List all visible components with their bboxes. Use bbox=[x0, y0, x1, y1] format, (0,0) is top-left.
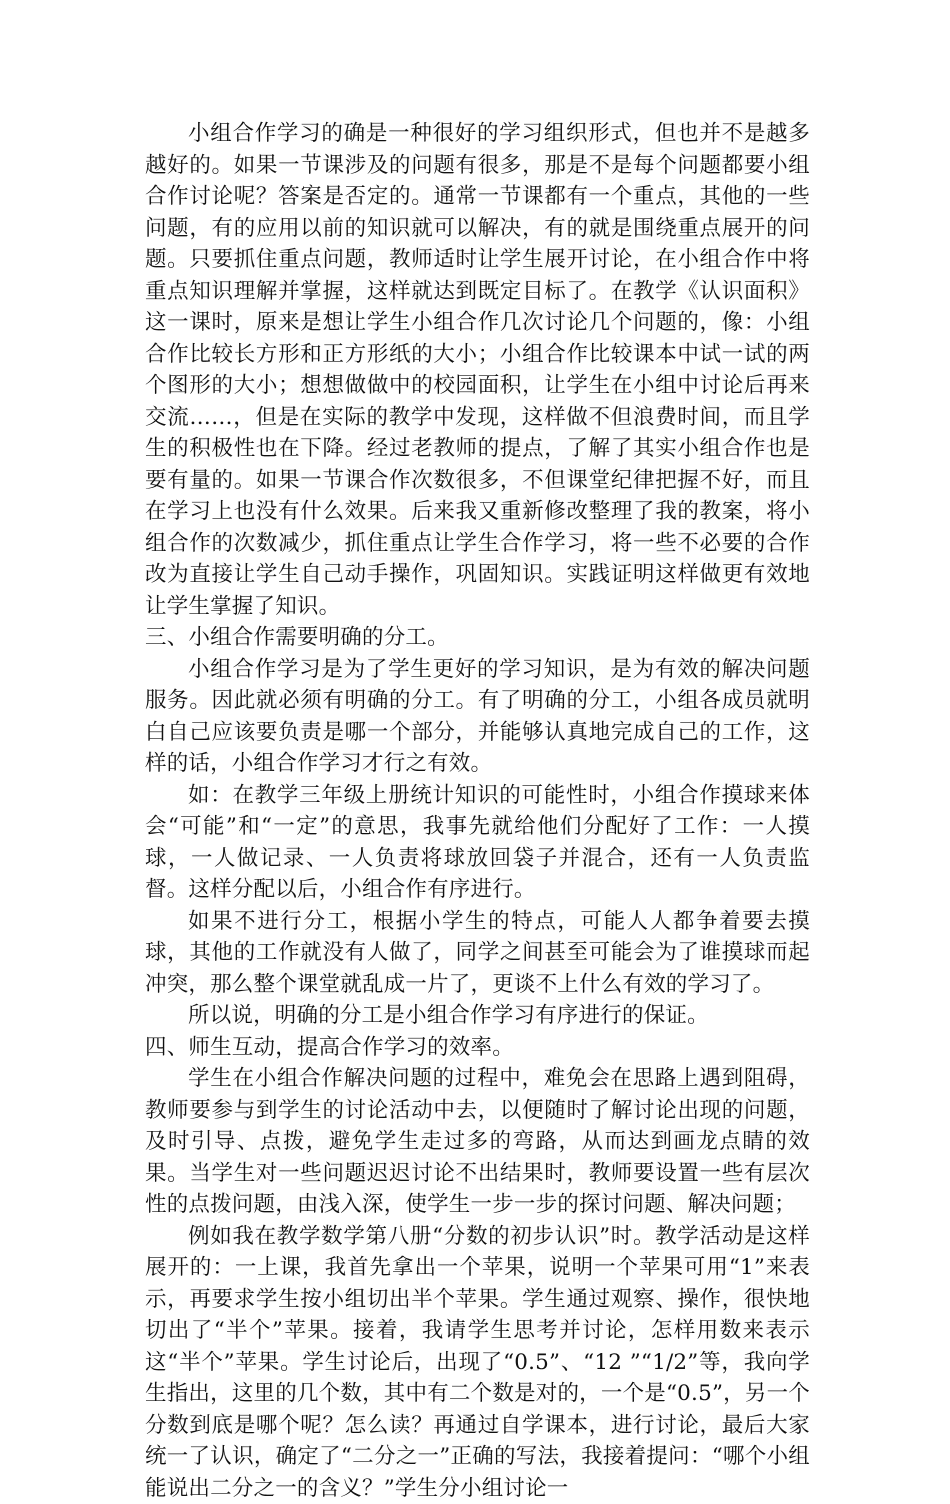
paragraph-group-work-quantity: 小组合作学习的确是一种很好的学习组织形式，但也并不是越多越好的。如果一节课涉及的问题有很多，那是不是每个问题都要小组合作讨论呢？答案是否定的。通常一节课都有一个重点，其他的一些问题，有的应用以前的知识就可以解决，有的就是围绕重点展开的问题。只要抓住重点问题，教师适时让学生展开讨论，在小组合作中将重点知识理解并掌握，这样就达到既定目标了。在教学《认识面积》这一课时，原来是想让学生小组合作几次讨论几个问题的，像：小组合作比较长方形和正方形纸的大小；小组合作比较课本中试一试的两个图形的大小；想想做做中的校园面积，让学生在小组中讨论后再来交流……，但是在实际的教学中发现，这样做不但浪费时间，而且学生的积极性也在下降。经过老教师的提点，了解了其实小组合作也是要有量的。如果一节课合作次数很多，不但课堂纪律把握不好，而且在学习上也没有什么效果。后来我又重新修改整理了我的教案，将小组合作的次数减少，抓住重点让学生合作学习，将一些不必要的合作改为直接让学生自己动手操作，巩固知识。实践证明这样做更有效地让学生掌握了知识。 bbox=[145, 118, 810, 622]
paragraph-fraction-example: 例如我在教学数学第八册“分数的初步认识”时。教学活动是这样展开的：一上课，我首先拿出一个苹果，说明一个苹果可用“1”来表示，再要求学生按小组切出半个苹果。学生通过观察、操作，很快地切出了“半个”苹果。接着，我请学生思考并讨论，怎样用数来表示这“半个”苹果。学生讨论后，出现了“0.5”、“12 ”“1/2”等，我向学生指出，这里的几个数，其中有二个数是对的，一个是“0.5”，另一个分数到底是哪个呢？怎么读？再通过自学课本，进行讨论，最后大家统一了认识，确定了“二分之一”正确的写法，我接着提问：“哪个小组能说出二分之一的含义？”学生分小组讨论一 bbox=[145, 1221, 810, 1504]
section-heading-3: 三、小组合作需要明确的分工。 bbox=[145, 622, 810, 654]
paragraph-teacher-student: 学生在小组合作解决问题的过程中，难免会在思路上遇到阻碍，教师要参与到学生的讨论活动中去，以便随时了解讨论出现的问题，及时引导、点拨，避免学生走过多的弯路，从而达到画龙点睛的效果。当学生对一些问题迟迟讨论不出结果时，教师要设置一些有层次性的点拨问题，由浅入深，使学生一步一步的探讨问题、解决问题； bbox=[145, 1063, 810, 1221]
paragraph-conclusion: 所以说，明确的分工是小组合作学习有序进行的保证。 bbox=[145, 1000, 810, 1032]
paragraph-no-division: 如果不进行分工，根据小学生的特点，可能人人都争着要去摸球，其他的工作就没有人做了，同学之间甚至可能会为了谁摸球而起冲突，那么整个课堂就乱成一片了，更谈不上什么有效的学习了。 bbox=[145, 906, 810, 1001]
section-heading-4: 四、师生互动，提高合作学习的效率。 bbox=[145, 1032, 810, 1064]
document-page bbox=[145, 118, 810, 1504]
paragraph-division-of-labor: 小组合作学习是为了学生更好的学习知识，是为有效的解决问题服务。因此就必须有明确的分工。有了明确的分工，小组各成员就明白自己应该要负责是哪一个部分，并能够认真地完成自己的工作，这样的话，小组合作学习才行之有效。 bbox=[145, 654, 810, 780]
paragraph-ball-example: 如：在教学三年级上册统计知识的可能性时，小组合作摸球来体会“可能”和“一定”的意思，我事先就给他们分配好了工作：一人摸球，一人做记录、一人负责将球放回袋子并混合，还有一人负责监督。这样分配以后，小组合作有序进行。 bbox=[145, 780, 810, 906]
